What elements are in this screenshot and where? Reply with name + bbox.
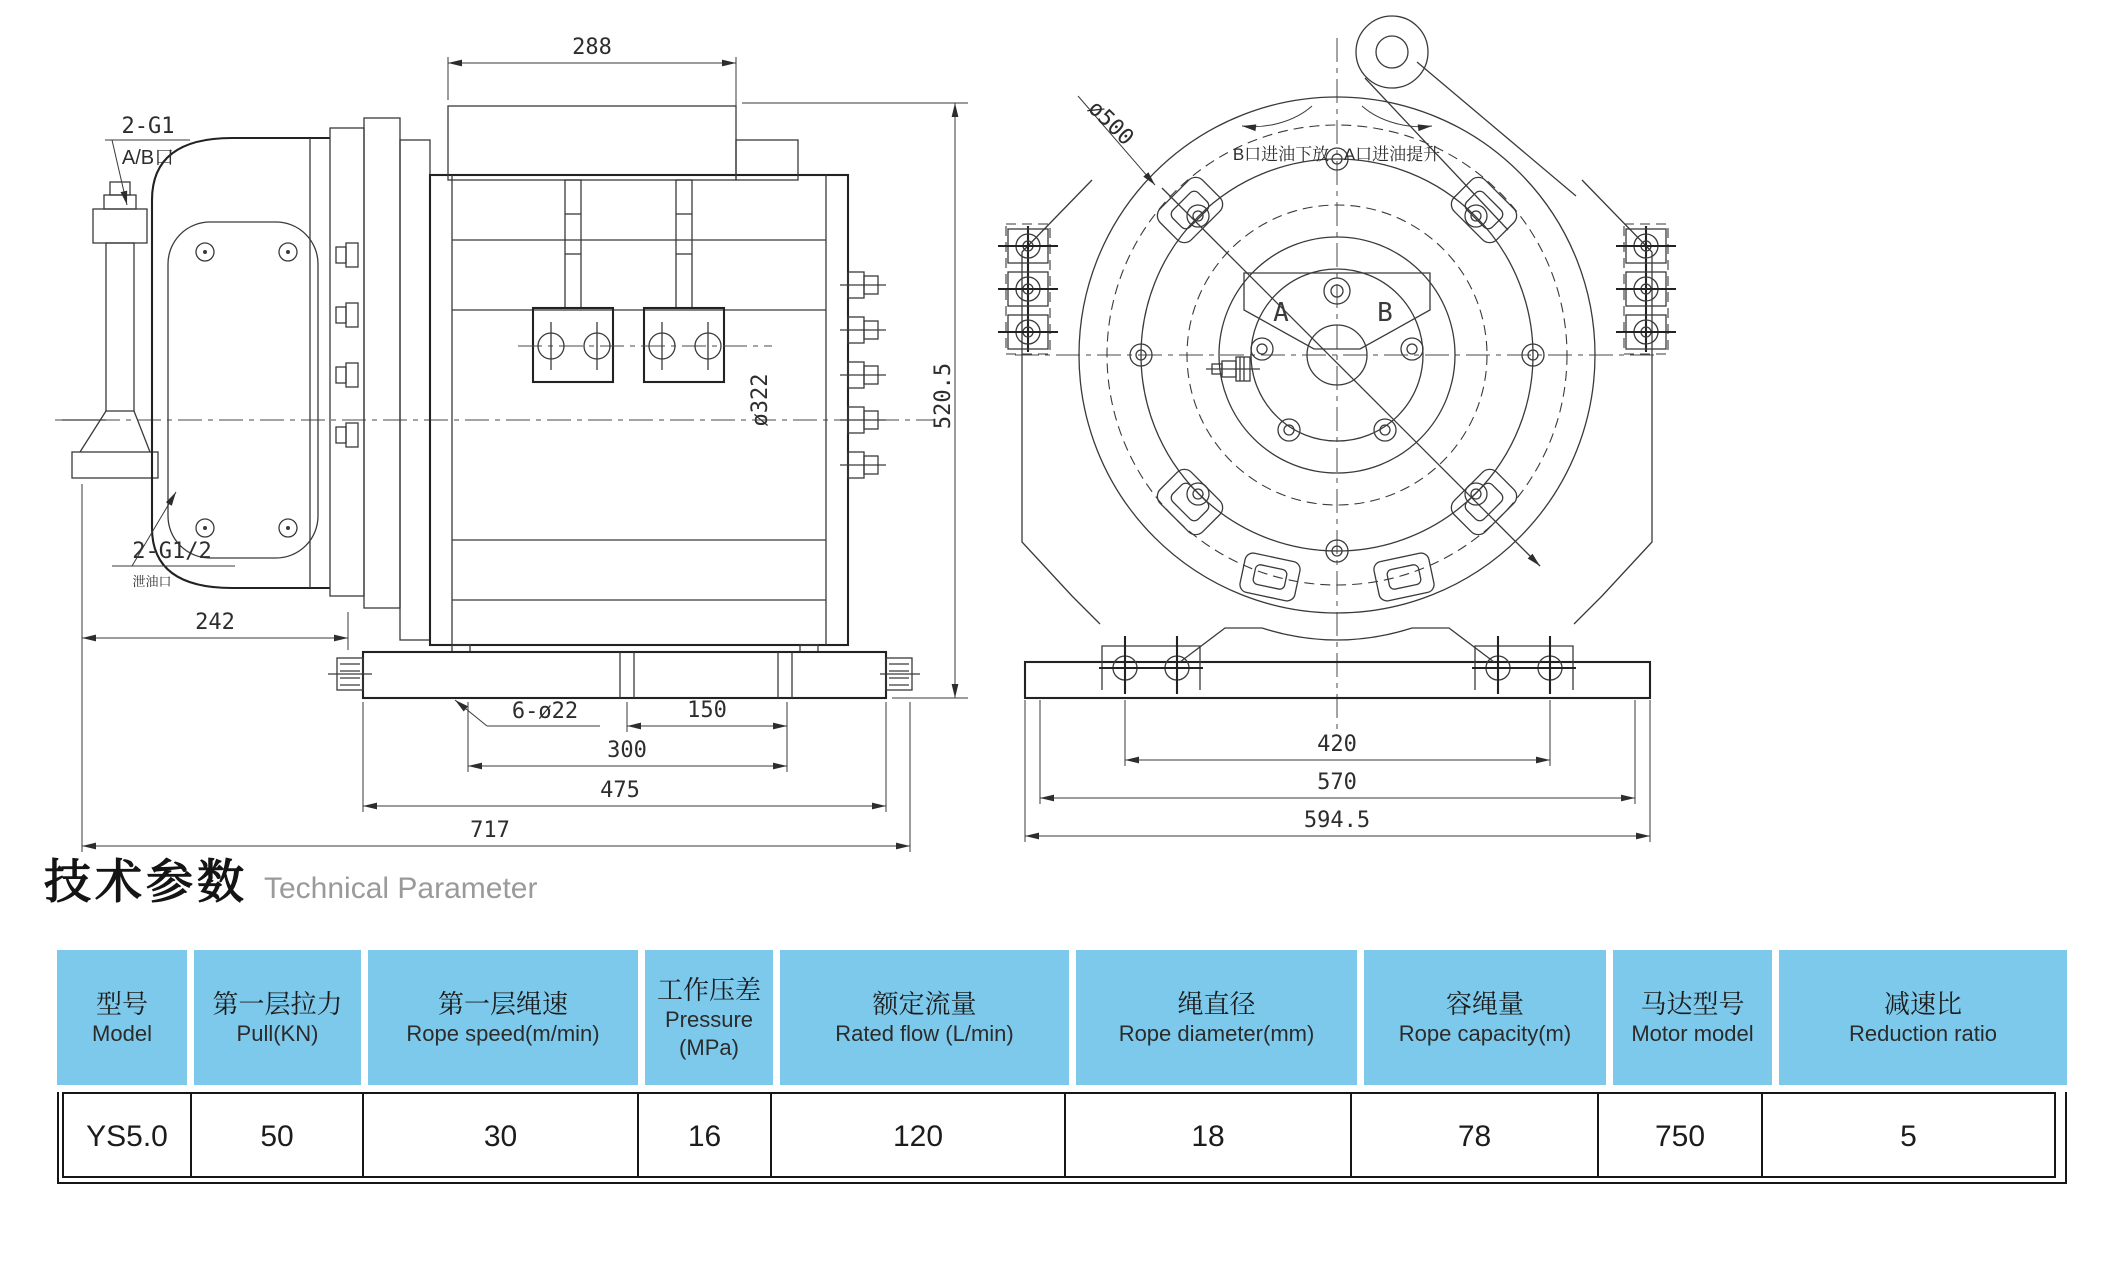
- dim-top-width: 288: [572, 35, 612, 60]
- label-drain-2g12: 2-G1/2: [132, 539, 212, 564]
- table-data-frame: [57, 1092, 2067, 1184]
- parameter-table: [57, 950, 2067, 1184]
- grease-fitting: [1206, 357, 1260, 381]
- side-view-geometry: [55, 106, 935, 698]
- cell-rated-flow: 120: [770, 1092, 1066, 1178]
- cell-model: YS5.0: [62, 1092, 192, 1178]
- cell-motor-model: 750: [1597, 1092, 1763, 1178]
- dim-flange-diameter: ø500: [1082, 95, 1139, 151]
- right-bolt-strip: [1616, 224, 1676, 354]
- dim-height: 520.5: [931, 362, 956, 430]
- cell-reduction-ratio: 5: [1761, 1092, 2056, 1178]
- label-port-2g1: 2-G1: [121, 114, 175, 139]
- cell-rope-speed: 30: [362, 1092, 639, 1178]
- front-view-drawing: [985, 5, 1720, 885]
- cell-rope-diameter: 18: [1064, 1092, 1352, 1178]
- col-header-rope-diameter: 绳直径 Rope diameter(mm): [1069, 950, 1357, 1085]
- label-drain-port: 泄油口: [132, 574, 172, 589]
- motor-flange-bolts: [196, 243, 297, 537]
- col-header-reduction-ratio: 减速比 Reduction ratio: [1772, 950, 2067, 1085]
- dim-overall-717: 717: [470, 818, 510, 843]
- dim-bolt-holes: 6-ø22: [511, 699, 579, 724]
- dim-base-span: 570: [1317, 770, 1357, 795]
- note-b-port: B口进油下放: [1232, 145, 1330, 164]
- label-port-b: B: [1377, 298, 1393, 328]
- col-header-rated-flow: 额定流量 Rated flow (L/min): [773, 950, 1069, 1085]
- col-header-rope-speed: 第一层绳速 Rope speed(m/min): [361, 950, 638, 1085]
- note-a-port: A口进油提升: [1343, 145, 1441, 164]
- heading-zh: 技术参数: [44, 855, 248, 908]
- col-header-motor-model: 马达型号 Motor model: [1606, 950, 1772, 1085]
- col-header-pressure: 工作压差 Pressure (MPa): [638, 950, 773, 1085]
- dim-base-300: 300: [607, 738, 647, 763]
- left-bolt-strip: [998, 224, 1058, 354]
- side-view-dimensions: [82, 35, 968, 852]
- label-port-ab: A/B口: [121, 147, 175, 169]
- side-view-drawing: [40, 10, 990, 890]
- dim-lug-span: 420: [1317, 732, 1357, 757]
- col-header-rope-capacity: 容绳量 Rope capacity(m): [1357, 950, 1606, 1085]
- base-anchor-bolts: [328, 658, 920, 690]
- dim-base-150: 150: [687, 698, 727, 723]
- dim-motor-length: 242: [195, 610, 235, 635]
- section-heading: [44, 845, 537, 912]
- col-header-model: 型号 Model: [57, 950, 187, 1085]
- heading-en: Technical Parameter: [264, 872, 538, 905]
- label-port-a: A: [1273, 298, 1289, 328]
- cell-pull: 50: [190, 1092, 364, 1178]
- dim-overall-width: 594.5: [1303, 808, 1371, 833]
- col-header-pull: 第一层拉力 Pull(KN): [187, 950, 361, 1085]
- table-header-row: [57, 950, 2067, 1085]
- dim-drum-diameter: ø322: [748, 373, 773, 427]
- housing-bolts: [336, 243, 358, 447]
- cell-rope-capacity: 78: [1350, 1092, 1599, 1178]
- drum-flange-bolts: [840, 272, 886, 478]
- cell-pressure: 16: [637, 1092, 772, 1178]
- table-data-row: [62, 1092, 2062, 1178]
- dim-base-475: 475: [600, 778, 640, 803]
